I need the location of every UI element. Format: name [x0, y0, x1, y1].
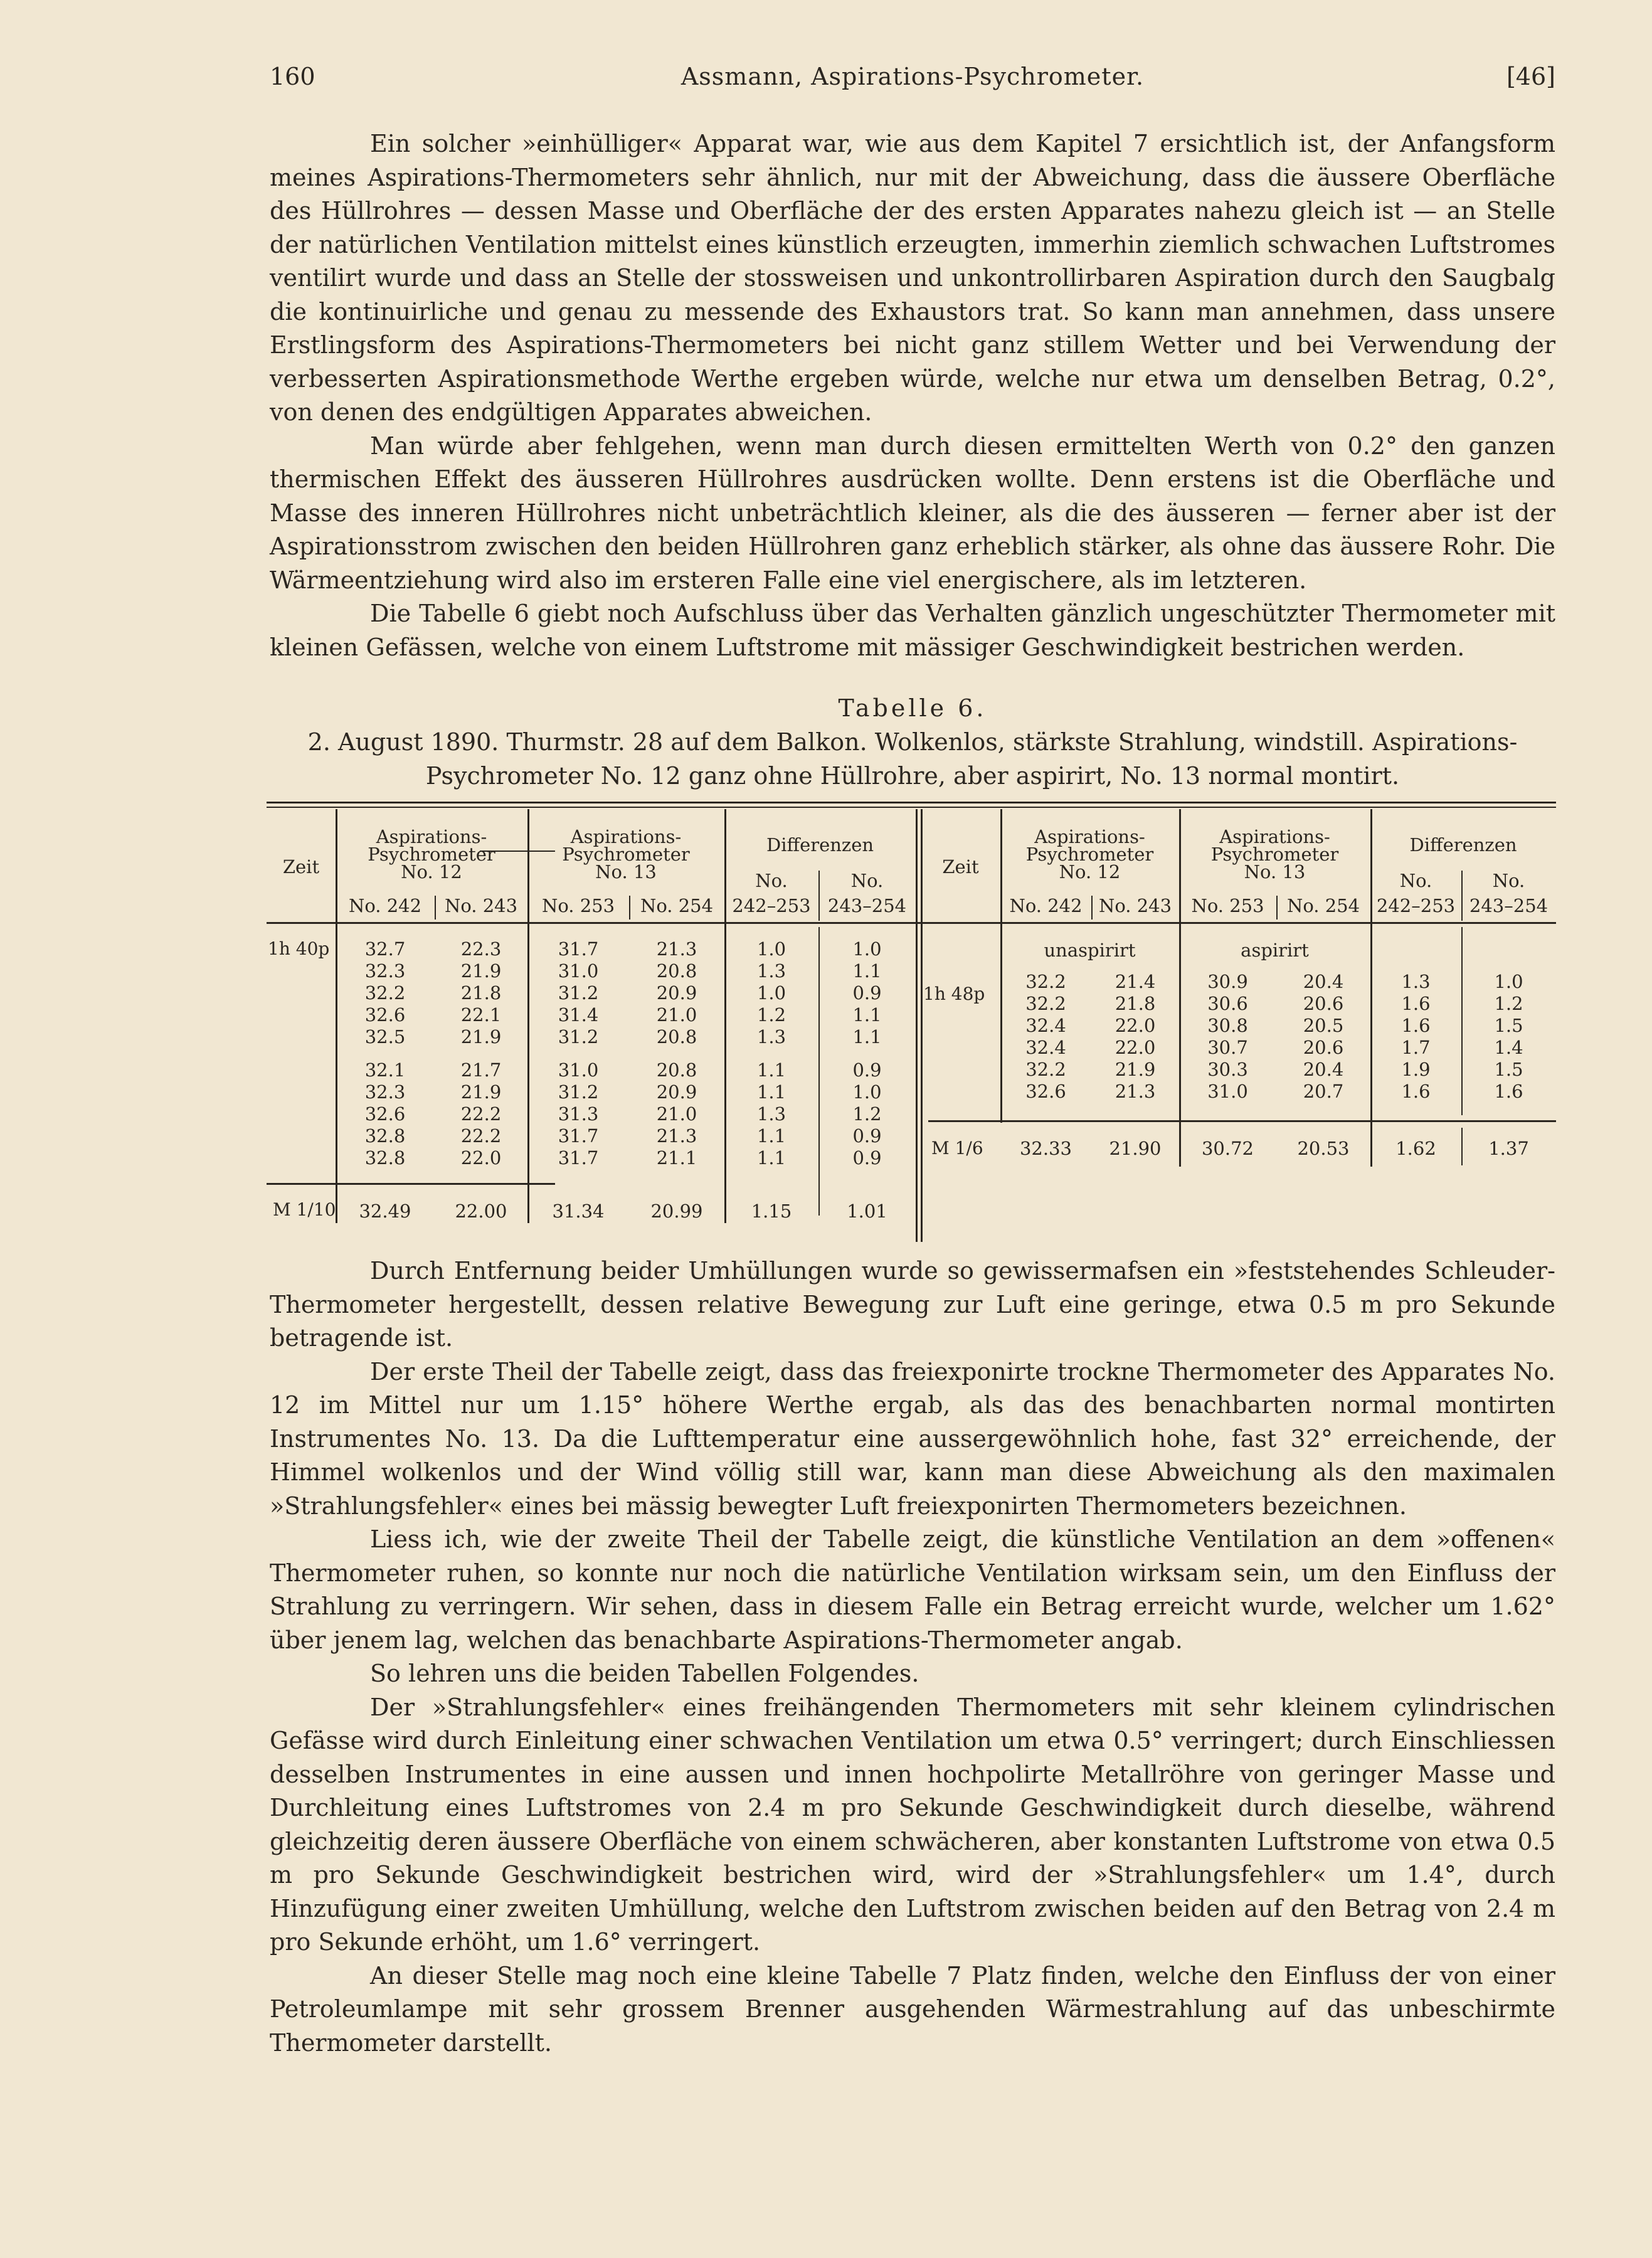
- table-column: [336, 938, 435, 1169]
- paragraph: Die Tabelle 6 giebt noch Aufschluss über das Verhalten gänzlich ungeschützter Thermometer mit kleinen Gefässen, welche von einem Luftstrome mit mässiger Geschwindigkeit bestrichen werden.: [270, 600, 1555, 661]
- table-cell: 21.1: [656, 1147, 697, 1169]
- table-cell: 21.7: [460, 1059, 502, 1081]
- page-header: [270, 63, 1555, 100]
- mean-value: 32.49: [359, 1201, 411, 1222]
- body-text-top: [270, 127, 1555, 664]
- table-cell: 22.2: [460, 1125, 502, 1147]
- table-cell: 31.2: [558, 982, 599, 1004]
- table-cell: 31.0: [558, 960, 599, 982]
- table-cell: 22.0: [460, 1147, 502, 1169]
- table-cell: 21.8: [1115, 993, 1156, 1014]
- table-caption: [270, 691, 1555, 793]
- table-cell: 31.7: [558, 1147, 599, 1169]
- mean-value: 1.15: [751, 1201, 792, 1222]
- table-cell: 20.9: [656, 1081, 697, 1103]
- mean-label: M 1/6: [931, 1138, 983, 1158]
- table-cell: 1.0: [1494, 971, 1523, 992]
- table-column: [1091, 971, 1179, 1103]
- table-cell: 21.9: [1115, 1059, 1156, 1080]
- table-cell: 1.9: [1401, 1059, 1431, 1080]
- paragraph: Der erste Theil der Tabelle zeigt, dass das freiexponirte trockne Thermometer des Apparates No. 12 im Mittel nur um 1.15° höhere Werthe ergab, als das des benachbarten normal montirten Instrumentes No. 13. Da die Lufttemperatur eine aussergewöhnlich hohe, fast 32° erreichende, der Himmel wolkenlos und der Wind völlig still war, kann man diese Abweichung als den maximalen »Strahlungsfehler« eines bei mässig bewegter Luft freiexponirten Thermometers bezeichnen.: [270, 1357, 1555, 1520]
- table-top-rule: [267, 807, 1556, 808]
- col-header: No. 253: [1191, 895, 1264, 916]
- paragraph: Man würde aber fehlgehen, wenn man durch diesen ermittelten Werth von 0.2° den ganzen thermischen Effekt des äusseren Hüllrohres ausdrücken wollte. Denn erstens ist die Oberfläche und Masse des inneren Hüllrohres nicht unbeträchtlich kleiner, als die des äusseren — ferner aber ist der Aspirationsstrom zwischen den beiden Hüllrohren ganz erheblich stärker, als ohne das äussere Rohr. Die Wärmeentziehung wird also im ersteren Falle eine viel energischere, als im letzteren.: [270, 432, 1555, 594]
- col-group-header: Psychrometer: [1210, 844, 1339, 865]
- col-header-zeit: Zeit: [282, 856, 320, 877]
- table-cell: 1.1: [852, 960, 882, 982]
- table-cell: 30.6: [1207, 993, 1248, 1014]
- aspirated-note: aspirirt: [1241, 940, 1309, 961]
- table-cell: 1.5: [1494, 1059, 1523, 1080]
- table-cell: 21.9: [460, 960, 502, 982]
- paragraph: Ein solcher »einhülliger« Apparat war, wie aus dem Kapitel 7 ersichtlich ist, der Anfangsform meines Aspirations-Thermometers sehr ähnlich, nur mit der Abweichung, dass die äussere Oberfläche des Hüllrohres — dessen Masse und Oberfläche der des ersten Apparates nahezu gleich ist — an Stelle der natürlichen Ventilation mittelst eines künstlich erzeugten, immerhin ziemlich schwachen Luftstromes ventilirt wurde und dass an Stelle der stossweisen und unkontrollirbaren Aspiration durch den Saugbalg die kontinuirliche und genau zu messende des Exhaustors trat. So kann man annehmen, dass unsere Erstlingsform des Aspirations-Thermometers bei nicht ganz stillem Wetter und bei Verwendung der verbesserten Aspirationsmethode Werthe ergeben würde, welche nur etwa um denselben Betrag, 0.2°, von denen des endgültigen Apparates abweichen.: [270, 130, 1555, 426]
- table-cell: 0.9: [852, 982, 882, 1004]
- mean-value: 1.01: [847, 1201, 887, 1222]
- table-title: Tabelle 6.: [838, 694, 987, 722]
- col-group-header: No. 13: [595, 861, 657, 883]
- table-cell: 32.2: [1025, 993, 1066, 1014]
- table-cell: 20.8: [656, 1059, 697, 1081]
- table-cell: 1.2: [852, 1103, 882, 1125]
- table-cell: 32.8: [364, 1125, 406, 1147]
- table-cell: 31.4: [558, 1004, 599, 1026]
- paragraph: Durch Entfernung beider Umhüllungen wurde so gewissermafsen ein »feststehendes Schleuder-Thermometer hergestellt, dessen relative Bewegung zur Luft eine geringe, etwa 0.5 m pro Sekunde betragende ist.: [270, 1257, 1555, 1352]
- table-cell: 30.3: [1207, 1059, 1248, 1080]
- table-cell: 1.2: [756, 1004, 786, 1026]
- table-cell: 30.9: [1207, 971, 1248, 992]
- col-group-header: Psychrometer: [562, 844, 690, 865]
- table-cell: 22.1: [460, 1004, 502, 1026]
- table-top-rule: [267, 802, 1556, 803]
- table-column: [435, 938, 527, 1169]
- mean-value: 20.99: [650, 1201, 703, 1222]
- mean-value: 30.72: [1201, 1138, 1254, 1159]
- table-column: [818, 938, 916, 1169]
- table-cell: 1.6: [1401, 1081, 1431, 1102]
- table-cell: 1.1: [756, 1081, 786, 1103]
- table-cell: 1.1: [756, 1147, 786, 1169]
- table-cell: 20.5: [1303, 1015, 1344, 1036]
- table-cell: 1.7: [1401, 1037, 1431, 1058]
- table-cell: 31.7: [558, 938, 599, 960]
- table-cell: 22.3: [460, 938, 502, 960]
- table-cell: 32.4: [1025, 1037, 1066, 1058]
- table-cell: 1.1: [756, 1125, 786, 1147]
- table-cell: 20.6: [1303, 1037, 1344, 1058]
- table-cell: 1.1: [756, 1059, 786, 1081]
- table-cell: 1.6: [1401, 993, 1431, 1014]
- left-mean-rule: [267, 1183, 555, 1185]
- mean-value: 20.53: [1297, 1138, 1350, 1159]
- table-cell: 1.1: [852, 1026, 882, 1047]
- table-cell: 1.4: [1494, 1037, 1523, 1058]
- table-cell: 32.5: [364, 1026, 406, 1047]
- table-cell: 21.0: [656, 1004, 697, 1026]
- table-column: [1179, 971, 1276, 1103]
- table-cell: 20.4: [1303, 971, 1344, 992]
- table-cell: 30.7: [1207, 1037, 1248, 1058]
- table-cell: 21.9: [460, 1026, 502, 1047]
- table-cell: 1.6: [1401, 1015, 1431, 1036]
- table-cell: 1.3: [1401, 971, 1431, 992]
- right-mean-rule: [928, 1120, 1556, 1122]
- mean-value: 1.62: [1395, 1138, 1436, 1159]
- table-cell: 21.8: [460, 982, 502, 1004]
- unaspirated-note: unaspirirt: [1044, 940, 1136, 961]
- table-caption-line: 2. August 1890. Thurmstr. 28 auf dem Balkon. Wolkenlos, stärkste Strahlung, windstill. Aspirations-: [307, 728, 1518, 756]
- table-column: [1000, 971, 1091, 1103]
- table-header-rule: [267, 922, 1556, 924]
- table-cell: 32.2: [1025, 971, 1066, 992]
- mean-value: 32.33: [1019, 1138, 1072, 1159]
- table-column: [629, 938, 724, 1169]
- col-header: No. 254: [640, 895, 714, 916]
- table-caption-line: Psychrometer No. 12 ganz ohne Hüllrohre, aber aspirirt, No. 13 normal montirt.: [425, 762, 1400, 790]
- col-header: No. 254: [1286, 895, 1360, 916]
- table-cell: 21.4: [1115, 971, 1156, 992]
- table-cell: 1.0: [852, 1081, 882, 1103]
- paragraph: So lehren uns die beiden Tabellen Folgendes.: [370, 1660, 919, 1687]
- table-cell: 32.4: [1025, 1015, 1066, 1036]
- col-header: No. 253: [541, 895, 615, 916]
- table-cell: 22.0: [1115, 1037, 1156, 1058]
- table-cell: 31.2: [558, 1081, 599, 1103]
- table-cell: 1.0: [756, 982, 786, 1004]
- col-header: 242–253: [1376, 895, 1456, 916]
- col-group-header: No. 12: [1059, 861, 1121, 883]
- table-cell: 30.8: [1207, 1015, 1248, 1036]
- mean-value: 21.90: [1109, 1138, 1162, 1159]
- table-cell: 32.7: [364, 938, 406, 960]
- table-cell: 0.9: [852, 1147, 882, 1169]
- table-cell: 22.2: [460, 1103, 502, 1125]
- body-text-bottom: [270, 1254, 1555, 2060]
- table-cell: 31.0: [1207, 1081, 1248, 1102]
- table-cell: 32.8: [364, 1147, 406, 1169]
- table-cell: 32.6: [364, 1103, 406, 1125]
- table-cell: 32.3: [364, 1081, 406, 1103]
- table-cell: 20.8: [656, 960, 697, 982]
- table-cell: 20.9: [656, 982, 697, 1004]
- table-cell: 1.3: [756, 960, 786, 982]
- table-cell: 1.2: [1494, 993, 1523, 1014]
- table-cell: 20.8: [656, 1026, 697, 1047]
- mean-value: 31.34: [552, 1201, 605, 1222]
- table-cell: 20.7: [1303, 1081, 1344, 1102]
- mean-value: 1.37: [1488, 1138, 1529, 1159]
- col-group-header: Psychrometer: [368, 844, 495, 865]
- table-cell: 1.1: [852, 1004, 882, 1026]
- col-rule: [916, 809, 918, 1242]
- table-cell: 32.3: [364, 960, 406, 982]
- col-header: No.: [1399, 870, 1432, 891]
- table-cell: 32.6: [364, 1004, 406, 1026]
- col-group-header: No. 12: [401, 861, 462, 883]
- table-cell: 1.0: [756, 938, 786, 960]
- table-cell: 1.6: [1494, 1081, 1523, 1102]
- table-cell: 21.0: [656, 1103, 697, 1125]
- col-group-header: Aspirations-: [1219, 826, 1330, 847]
- table-cell: 22.0: [1115, 1015, 1156, 1036]
- col-group-header: Aspirations-: [376, 826, 487, 847]
- col-group-header: Psychrometer: [1025, 844, 1154, 865]
- table-column: [1461, 971, 1556, 1103]
- col-header: No. 242: [348, 895, 422, 916]
- table-cell: 31.3: [558, 1103, 599, 1125]
- running-title: Assmann, Aspirations-Psychrometer.: [680, 63, 1145, 90]
- mean-label: M 1/10: [273, 1199, 336, 1220]
- table-cell: 31.0: [558, 1059, 599, 1081]
- col-group-header: Aspirations-: [570, 826, 682, 847]
- table-cell: 32.2: [1025, 1059, 1066, 1080]
- col-header: No.: [755, 870, 788, 891]
- table-cell: 0.9: [852, 1125, 882, 1147]
- col-header-zeit: Zeit: [942, 856, 979, 877]
- table-column: [724, 938, 818, 1169]
- col-header: No. 243: [444, 895, 518, 916]
- row-time-label: 1h 48p: [923, 983, 985, 1004]
- table-cell: 31.2: [558, 1026, 599, 1047]
- paragraph: An dieser Stelle mag noch eine kleine Tabelle 7 Platz finden, welche den Einfluss der von einer Petroleumlampe mit sehr grossem Brenner ausgehenden Wärmestrahlung auf das unbeschirmte Thermometer darstellt.: [270, 1961, 1555, 2057]
- col-header: No. 242: [1009, 895, 1083, 916]
- table-cell: 20.4: [1303, 1059, 1344, 1080]
- table-column: [527, 938, 629, 1169]
- col-header: No.: [1492, 870, 1525, 891]
- paragraph: Liess ich, wie der zweite Theil der Tabelle zeigt, die künstliche Ventilation an dem »offenen« Thermometer ruhen, so konnte nur noch die natürliche Ventilation wirksam sein, um den Einfluss der Strahlung zu verringern. Wir sehen, dass in diesem Falle ein Betrag erreicht wurde, welcher um 1.62° über jenem lag, welchen das benachbarte Aspirations-Thermometer angab.: [270, 1525, 1555, 1654]
- table-cell: 31.7: [558, 1125, 599, 1147]
- row-time-label: 1h 40p: [268, 938, 330, 959]
- col-header: 243–254: [1469, 895, 1549, 916]
- page-number: 160: [270, 63, 315, 90]
- table-cell: 21.3: [656, 1125, 697, 1147]
- col-group-header: Differenzen: [766, 834, 874, 856]
- col-group-header: Aspirations-: [1034, 826, 1145, 847]
- data-table: [267, 802, 1556, 1242]
- col-header: No.: [850, 870, 884, 891]
- table-cell: 1.3: [756, 1026, 786, 1047]
- col-group-header: Differenzen: [1409, 834, 1517, 856]
- col-group-header: No. 13: [1244, 861, 1306, 883]
- table-cell: 32.1: [364, 1059, 406, 1081]
- section-number: [46]: [1506, 63, 1555, 90]
- paragraph: Der »Strahlungsfehler« eines freihängenden Thermometers mit sehr kleinem cylindrischen Gefässe wird durch Einleitung einer schwachen Ventilation um etwa 0.5° verringert; durch Einschliessen desselben Instrumentes in eine aussen und innen hochpolirte Metallröhre von geringer Masse und Durchleitung eines Luftstromes von 2.4 m pro Sekunde Geschwindigkeit durch dieselbe, während gleichzeitig deren äussere Oberfläche von einem schwächeren, aber konstanten Luftstrome von etwa 0.5 m pro Sekunde Geschwindigkeit bestrichen wird, wird der »Strahlungsfehler« um 1.4°, durch Hinzufügung einer zweiten Umhüllung, welche den Luftstrom zwischen beiden auf den Betrag von 2.4 m pro Sekunde erhöht, um 1.6° verringert.: [270, 1693, 1555, 1956]
- table-cell: 21.3: [656, 938, 697, 960]
- table-cell: 32.6: [1025, 1081, 1066, 1102]
- table-cell: 21.9: [460, 1081, 502, 1103]
- table-cell: 0.9: [852, 1059, 882, 1081]
- col-header: No. 243: [1098, 895, 1172, 916]
- table-cell: 1.5: [1494, 1015, 1523, 1036]
- table-column: [1370, 971, 1461, 1103]
- table-cell: 21.3: [1115, 1081, 1156, 1102]
- mean-value: 22.00: [455, 1201, 507, 1222]
- table-column: [1276, 971, 1370, 1103]
- table-cell: 1.3: [756, 1103, 786, 1125]
- col-header: 243–254: [827, 895, 907, 916]
- table-cell: 32.2: [364, 982, 406, 1004]
- table-cell: 20.6: [1303, 993, 1344, 1014]
- col-header: 242–253: [732, 895, 811, 916]
- table-cell: 1.0: [852, 938, 882, 960]
